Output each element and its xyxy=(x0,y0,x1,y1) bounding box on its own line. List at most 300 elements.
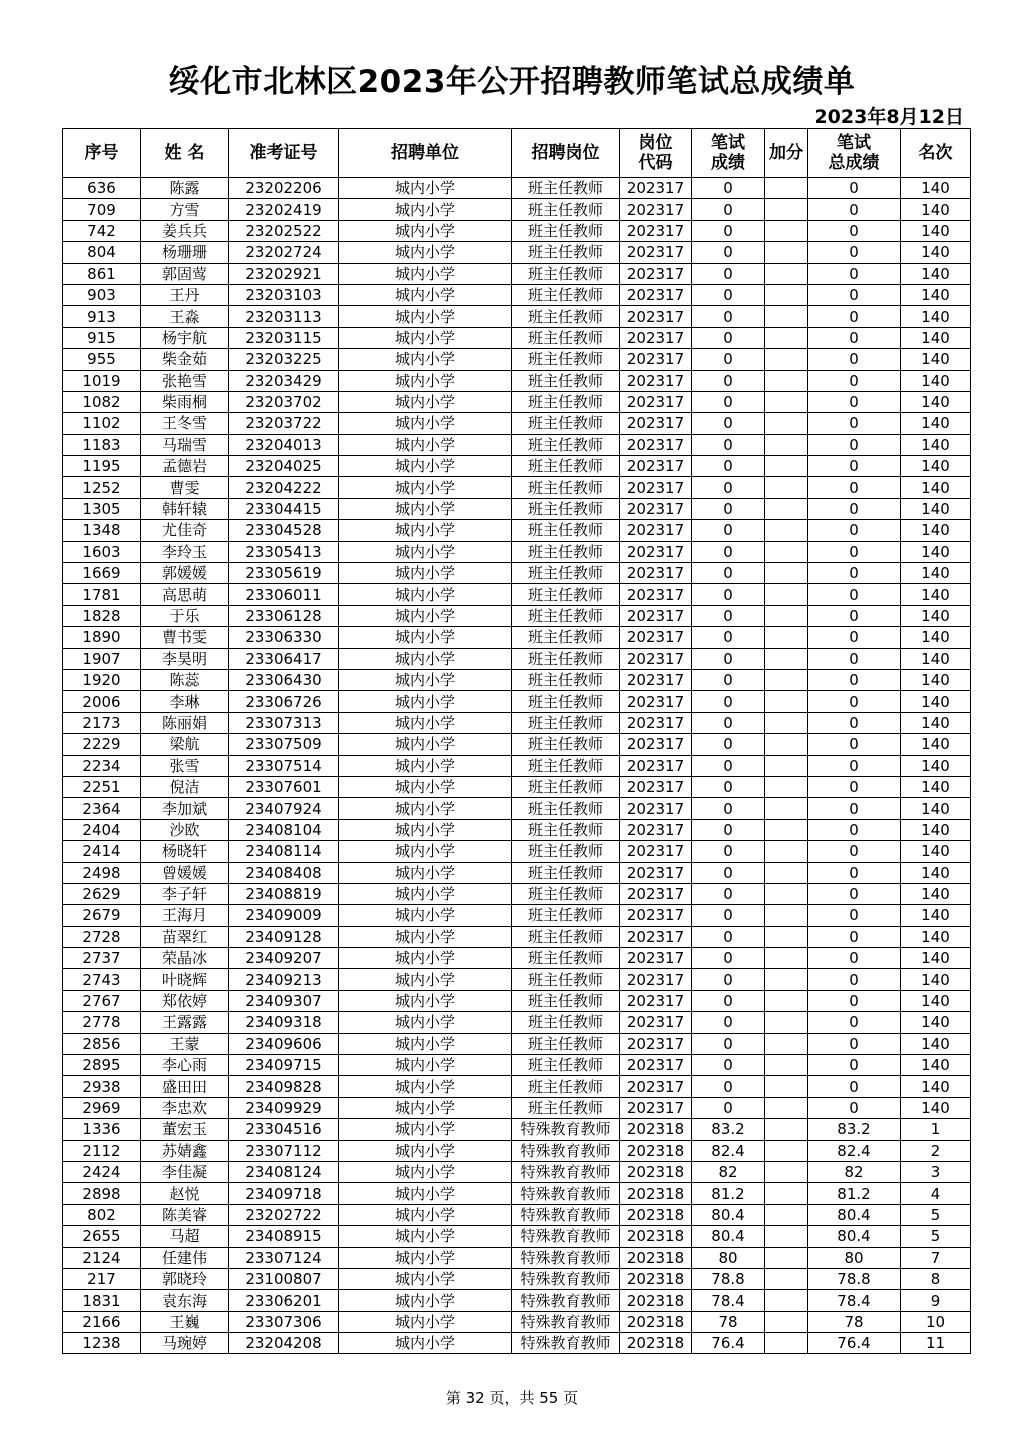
cell-name: 李忠欢 xyxy=(141,1097,229,1118)
cell-name: 李心雨 xyxy=(141,1055,229,1076)
cell-unit: 城内小学 xyxy=(339,969,512,990)
cell-unit: 城内小学 xyxy=(339,349,512,370)
cell-written-score: 0 xyxy=(692,391,765,412)
cell-bonus xyxy=(765,712,808,733)
cell-written-score: 0 xyxy=(692,370,765,391)
cell-ticket: 23304528 xyxy=(229,520,339,541)
cell-position-code: 202317 xyxy=(620,969,692,990)
cell-unit: 城内小学 xyxy=(339,990,512,1011)
cell-rank: 140 xyxy=(901,627,971,648)
table-row xyxy=(63,841,971,862)
cell-written-score: 81.2 xyxy=(692,1183,765,1204)
cell-seq: 2743 xyxy=(63,969,141,990)
cell-written-score: 78.8 xyxy=(692,1268,765,1289)
cell-unit: 城内小学 xyxy=(339,1247,512,1268)
cell-position: 特殊教育教师 xyxy=(512,1183,620,1204)
cell-total-score: 0 xyxy=(808,1033,901,1054)
cell-position-code: 202317 xyxy=(620,605,692,626)
cell-written-score: 0 xyxy=(692,220,765,241)
cell-written-score: 0 xyxy=(692,1097,765,1118)
cell-written-score: 0 xyxy=(692,563,765,584)
cell-rank: 140 xyxy=(901,605,971,626)
cell-position-code: 202317 xyxy=(620,691,692,712)
cell-written-score: 0 xyxy=(692,648,765,669)
table-row xyxy=(63,691,971,712)
cell-total-score: 0 xyxy=(808,969,901,990)
cell-written-score: 76.4 xyxy=(692,1333,765,1354)
cell-name: 曹雯 xyxy=(141,477,229,498)
cell-position: 特殊教育教师 xyxy=(512,1140,620,1161)
cell-position: 班主任教师 xyxy=(512,605,620,626)
cell-seq: 709 xyxy=(63,199,141,220)
cell-seq: 1102 xyxy=(63,413,141,434)
cell-bonus xyxy=(765,990,808,1011)
cell-ticket: 23408114 xyxy=(229,841,339,862)
cell-name: 马超 xyxy=(141,1226,229,1247)
cell-ticket: 23306128 xyxy=(229,605,339,626)
cell-seq: 2498 xyxy=(63,862,141,883)
cell-rank: 140 xyxy=(901,798,971,819)
cell-seq: 804 xyxy=(63,242,141,263)
cell-position: 班主任教师 xyxy=(512,477,620,498)
cell-rank: 140 xyxy=(901,349,971,370)
cell-ticket: 23409318 xyxy=(229,1012,339,1033)
cell-total-score: 0 xyxy=(808,520,901,541)
cell-unit: 城内小学 xyxy=(339,1333,512,1354)
cell-bonus xyxy=(765,1161,808,1182)
cell-written-score: 0 xyxy=(692,306,765,327)
cell-rank: 8 xyxy=(901,1268,971,1289)
cell-ticket: 23307313 xyxy=(229,712,339,733)
cell-total-score: 82.4 xyxy=(808,1140,901,1161)
cell-name: 梁航 xyxy=(141,734,229,755)
table-row xyxy=(63,948,971,969)
cell-position-code: 202317 xyxy=(620,584,692,605)
cell-rank: 140 xyxy=(901,520,971,541)
cell-total-score: 0 xyxy=(808,755,901,776)
cell-rank: 140 xyxy=(901,284,971,305)
cell-total-score: 78 xyxy=(808,1311,901,1332)
cell-written-score: 0 xyxy=(692,1012,765,1033)
cell-seq: 1920 xyxy=(63,669,141,690)
header-written-score-line2: 成绩 xyxy=(711,153,745,173)
cell-total-score: 0 xyxy=(808,926,901,947)
cell-position: 班主任教师 xyxy=(512,883,620,904)
table-row xyxy=(63,306,971,327)
cell-name: 倪洁 xyxy=(141,776,229,797)
cell-written-score: 0 xyxy=(692,841,765,862)
cell-written-score: 78 xyxy=(692,1311,765,1332)
cell-position: 特殊教育教师 xyxy=(512,1311,620,1332)
cell-name: 董宏玉 xyxy=(141,1119,229,1140)
cell-total-score: 0 xyxy=(808,563,901,584)
table-row xyxy=(63,1204,971,1225)
cell-unit: 城内小学 xyxy=(339,691,512,712)
cell-name: 苏婧鑫 xyxy=(141,1140,229,1161)
cell-unit: 城内小学 xyxy=(339,284,512,305)
cell-ticket: 23407924 xyxy=(229,798,339,819)
cell-ticket: 23204208 xyxy=(229,1333,339,1354)
cell-rank: 140 xyxy=(901,584,971,605)
table-row xyxy=(63,648,971,669)
cell-rank: 140 xyxy=(901,477,971,498)
cell-written-score: 0 xyxy=(692,1055,765,1076)
cell-bonus xyxy=(765,734,808,755)
cell-ticket: 23202921 xyxy=(229,263,339,284)
cell-name: 陈丽娟 xyxy=(141,712,229,733)
table-row xyxy=(63,1268,971,1289)
cell-position: 班主任教师 xyxy=(512,627,620,648)
cell-name: 李加斌 xyxy=(141,798,229,819)
cell-total-score: 0 xyxy=(808,883,901,904)
cell-total-score: 0 xyxy=(808,541,901,562)
cell-written-score: 0 xyxy=(692,734,765,755)
cell-written-score: 0 xyxy=(692,413,765,434)
cell-name: 王海月 xyxy=(141,905,229,926)
table-row xyxy=(63,370,971,391)
cell-seq: 2229 xyxy=(63,734,141,755)
cell-written-score: 0 xyxy=(692,263,765,284)
cell-position: 班主任教师 xyxy=(512,434,620,455)
cell-written-score: 0 xyxy=(692,178,765,199)
cell-total-score: 0 xyxy=(808,862,901,883)
table-row xyxy=(63,1226,971,1247)
cell-ticket: 23305413 xyxy=(229,541,339,562)
cell-ticket: 23204025 xyxy=(229,456,339,477)
cell-seq: 1082 xyxy=(63,391,141,412)
cell-name: 李昊明 xyxy=(141,648,229,669)
cell-written-score: 0 xyxy=(692,520,765,541)
cell-rank: 140 xyxy=(901,178,971,199)
cell-name: 苗翠红 xyxy=(141,926,229,947)
cell-rank: 140 xyxy=(901,1076,971,1097)
cell-position: 班主任教师 xyxy=(512,734,620,755)
cell-bonus xyxy=(765,477,808,498)
cell-position-code: 202317 xyxy=(620,926,692,947)
table-row xyxy=(63,669,971,690)
cell-written-score: 0 xyxy=(692,776,765,797)
cell-position: 班主任教师 xyxy=(512,413,620,434)
cell-rank: 140 xyxy=(901,648,971,669)
table-row xyxy=(63,1076,971,1097)
cell-position: 班主任教师 xyxy=(512,755,620,776)
cell-total-score: 76.4 xyxy=(808,1333,901,1354)
cell-position: 班主任教师 xyxy=(512,841,620,862)
cell-total-score: 0 xyxy=(808,1055,901,1076)
cell-position-code: 202317 xyxy=(620,669,692,690)
cell-seq: 2938 xyxy=(63,1076,141,1097)
cell-total-score: 80.4 xyxy=(808,1226,901,1247)
cell-total-score: 0 xyxy=(808,349,901,370)
cell-ticket: 23409929 xyxy=(229,1097,339,1118)
cell-total-score: 0 xyxy=(808,905,901,926)
cell-seq: 2173 xyxy=(63,712,141,733)
cell-rank: 140 xyxy=(901,1012,971,1033)
cell-position-code: 202318 xyxy=(620,1119,692,1140)
cell-written-score: 0 xyxy=(692,755,765,776)
cell-position: 特殊教育教师 xyxy=(512,1226,620,1247)
cell-rank: 140 xyxy=(901,1055,971,1076)
cell-name: 荣晶冰 xyxy=(141,948,229,969)
cell-position-code: 202317 xyxy=(620,327,692,348)
cell-unit: 城内小学 xyxy=(339,220,512,241)
cell-bonus xyxy=(765,456,808,477)
table-row xyxy=(63,627,971,648)
cell-seq: 2778 xyxy=(63,1012,141,1033)
header-bonus: 加分 xyxy=(765,129,808,178)
cell-seq: 636 xyxy=(63,178,141,199)
cell-rank: 1 xyxy=(901,1119,971,1140)
cell-ticket: 23307112 xyxy=(229,1140,339,1161)
cell-written-score: 0 xyxy=(692,627,765,648)
cell-name: 尤佳奇 xyxy=(141,520,229,541)
cell-ticket: 23203115 xyxy=(229,327,339,348)
cell-bonus xyxy=(765,776,808,797)
cell-unit: 城内小学 xyxy=(339,391,512,412)
cell-rank: 140 xyxy=(901,819,971,840)
cell-ticket: 23202522 xyxy=(229,220,339,241)
cell-position-code: 202317 xyxy=(620,349,692,370)
cell-name: 王冬雪 xyxy=(141,413,229,434)
cell-name: 陈蕊 xyxy=(141,669,229,690)
cell-ticket: 23306726 xyxy=(229,691,339,712)
table-row xyxy=(63,1333,971,1354)
cell-position: 班主任教师 xyxy=(512,306,620,327)
cell-rank: 140 xyxy=(901,327,971,348)
cell-bonus xyxy=(765,1140,808,1161)
document-date: 2023年8月12日 xyxy=(814,106,964,128)
cell-unit: 城内小学 xyxy=(339,456,512,477)
cell-position: 班主任教师 xyxy=(512,370,620,391)
cell-position-code: 202317 xyxy=(620,477,692,498)
cell-rank: 140 xyxy=(901,712,971,733)
cell-bonus xyxy=(765,1183,808,1204)
cell-unit: 城内小学 xyxy=(339,1183,512,1204)
cell-rank: 140 xyxy=(901,541,971,562)
cell-rank: 140 xyxy=(901,370,971,391)
cell-ticket: 23306201 xyxy=(229,1290,339,1311)
table-row xyxy=(63,178,971,199)
cell-written-score: 0 xyxy=(692,541,765,562)
cell-ticket: 23202722 xyxy=(229,1204,339,1225)
cell-position-code: 202317 xyxy=(620,862,692,883)
header-written-score xyxy=(692,129,765,178)
cell-unit: 城内小学 xyxy=(339,819,512,840)
cell-ticket: 23307601 xyxy=(229,776,339,797)
table-row xyxy=(63,926,971,947)
cell-ticket: 23203103 xyxy=(229,284,339,305)
cell-name: 张雪 xyxy=(141,755,229,776)
cell-ticket: 23408104 xyxy=(229,819,339,840)
cell-total-score: 80.4 xyxy=(808,1204,901,1225)
cell-position-code: 202317 xyxy=(620,948,692,969)
cell-written-score: 0 xyxy=(692,969,765,990)
cell-unit: 城内小学 xyxy=(339,477,512,498)
cell-written-score: 0 xyxy=(692,819,765,840)
table-header-row xyxy=(63,129,971,178)
cell-written-score: 0 xyxy=(692,669,765,690)
cell-ticket: 23202724 xyxy=(229,242,339,263)
cell-position-code: 202318 xyxy=(620,1183,692,1204)
cell-written-score: 0 xyxy=(692,242,765,263)
cell-bonus xyxy=(765,1033,808,1054)
cell-bonus xyxy=(765,1076,808,1097)
cell-unit: 城内小学 xyxy=(339,178,512,199)
cell-total-score: 82 xyxy=(808,1161,901,1182)
cell-ticket: 23100807 xyxy=(229,1268,339,1289)
cell-position-code: 202317 xyxy=(620,798,692,819)
cell-total-score: 0 xyxy=(808,456,901,477)
cell-total-score: 0 xyxy=(808,734,901,755)
cell-written-score: 80.4 xyxy=(692,1226,765,1247)
cell-unit: 城内小学 xyxy=(339,1204,512,1225)
cell-rank: 140 xyxy=(901,969,971,990)
cell-written-score: 80.4 xyxy=(692,1204,765,1225)
cell-rank: 140 xyxy=(901,691,971,712)
cell-total-score: 0 xyxy=(808,199,901,220)
cell-seq: 1828 xyxy=(63,605,141,626)
cell-unit: 城内小学 xyxy=(339,712,512,733)
cell-bonus xyxy=(765,1119,808,1140)
cell-bonus xyxy=(765,220,808,241)
cell-rank: 140 xyxy=(901,498,971,519)
header-position-code-line2: 代码 xyxy=(638,153,673,173)
cell-seq: 1603 xyxy=(63,541,141,562)
cell-seq: 2364 xyxy=(63,798,141,819)
cell-position-code: 202317 xyxy=(620,648,692,669)
table-row xyxy=(63,605,971,626)
table-row xyxy=(63,434,971,455)
table-row xyxy=(63,1311,971,1332)
cell-bonus xyxy=(765,819,808,840)
cell-name: 王丹 xyxy=(141,284,229,305)
table-row xyxy=(63,776,971,797)
cell-rank: 140 xyxy=(901,413,971,434)
cell-bonus xyxy=(765,242,808,263)
cell-position: 班主任教师 xyxy=(512,242,620,263)
cell-rank: 3 xyxy=(901,1161,971,1182)
table-row xyxy=(63,349,971,370)
table-row xyxy=(63,263,971,284)
cell-bonus xyxy=(765,541,808,562)
cell-position-code: 202317 xyxy=(620,819,692,840)
cell-seq: 1195 xyxy=(63,456,141,477)
cell-seq: 802 xyxy=(63,1204,141,1225)
cell-total-score: 0 xyxy=(808,263,901,284)
cell-ticket: 23409715 xyxy=(229,1055,339,1076)
cell-position-code: 202318 xyxy=(620,1247,692,1268)
cell-ticket: 23409718 xyxy=(229,1183,339,1204)
cell-rank: 140 xyxy=(901,456,971,477)
cell-position: 班主任教师 xyxy=(512,284,620,305)
cell-ticket: 23307509 xyxy=(229,734,339,755)
cell-unit: 城内小学 xyxy=(339,1140,512,1161)
cell-position-code: 202317 xyxy=(620,1097,692,1118)
cell-name: 沙欧 xyxy=(141,819,229,840)
cell-rank: 9 xyxy=(901,1290,971,1311)
cell-position: 班主任教师 xyxy=(512,563,620,584)
cell-total-score: 0 xyxy=(808,434,901,455)
cell-position: 班主任教师 xyxy=(512,669,620,690)
cell-written-score: 0 xyxy=(692,327,765,348)
header-name: 姓 名 xyxy=(141,129,229,178)
header-position-code-line1: 岗位 xyxy=(638,133,673,153)
cell-position: 班主任教师 xyxy=(512,498,620,519)
cell-bonus xyxy=(765,327,808,348)
cell-bonus xyxy=(765,1247,808,1268)
table-row xyxy=(63,413,971,434)
cell-total-score: 0 xyxy=(808,178,901,199)
cell-rank: 140 xyxy=(901,734,971,755)
cell-seq: 1781 xyxy=(63,584,141,605)
cell-position-code: 202317 xyxy=(620,242,692,263)
cell-rank: 140 xyxy=(901,990,971,1011)
cell-ticket: 23203722 xyxy=(229,413,339,434)
cell-rank: 5 xyxy=(901,1204,971,1225)
cell-ticket: 23408408 xyxy=(229,862,339,883)
cell-ticket: 23409207 xyxy=(229,948,339,969)
cell-bonus xyxy=(765,284,808,305)
cell-unit: 城内小学 xyxy=(339,926,512,947)
cell-total-score: 0 xyxy=(808,1012,901,1033)
cell-total-score: 0 xyxy=(808,776,901,797)
cell-seq: 2737 xyxy=(63,948,141,969)
table-row xyxy=(63,1119,971,1140)
cell-seq: 1348 xyxy=(63,520,141,541)
cell-seq: 1336 xyxy=(63,1119,141,1140)
cell-bonus xyxy=(765,1204,808,1225)
cell-rank: 140 xyxy=(901,306,971,327)
cell-rank: 140 xyxy=(901,841,971,862)
cell-ticket: 23204013 xyxy=(229,434,339,455)
cell-written-score: 78.4 xyxy=(692,1290,765,1311)
cell-written-score: 0 xyxy=(692,349,765,370)
table-row xyxy=(63,1247,971,1268)
cell-total-score: 0 xyxy=(808,327,901,348)
cell-seq: 2629 xyxy=(63,883,141,904)
cell-unit: 城内小学 xyxy=(339,413,512,434)
cell-ticket: 23306417 xyxy=(229,648,339,669)
cell-position: 班主任教师 xyxy=(512,1097,620,1118)
cell-name: 陈美睿 xyxy=(141,1204,229,1225)
table-row xyxy=(63,990,971,1011)
cell-total-score: 0 xyxy=(808,627,901,648)
cell-total-score: 0 xyxy=(808,391,901,412)
cell-bonus xyxy=(765,1012,808,1033)
cell-bonus xyxy=(765,969,808,990)
cell-written-score: 0 xyxy=(692,477,765,498)
cell-name: 马琬婷 xyxy=(141,1333,229,1354)
table-row xyxy=(63,284,971,305)
cell-total-score: 0 xyxy=(808,669,901,690)
cell-rank: 140 xyxy=(901,948,971,969)
cell-position-code: 202318 xyxy=(620,1161,692,1182)
cell-position-code: 202318 xyxy=(620,1311,692,1332)
cell-name: 叶晓辉 xyxy=(141,969,229,990)
cell-position-code: 202317 xyxy=(620,883,692,904)
table-row xyxy=(63,242,971,263)
cell-written-score: 0 xyxy=(692,605,765,626)
cell-position: 班主任教师 xyxy=(512,584,620,605)
cell-seq: 955 xyxy=(63,349,141,370)
cell-position-code: 202317 xyxy=(620,776,692,797)
cell-ticket: 23408819 xyxy=(229,883,339,904)
table-row xyxy=(63,520,971,541)
table-row xyxy=(63,391,971,412)
cell-rank: 140 xyxy=(901,220,971,241)
cell-ticket: 23203113 xyxy=(229,306,339,327)
cell-name: 张艳雪 xyxy=(141,370,229,391)
